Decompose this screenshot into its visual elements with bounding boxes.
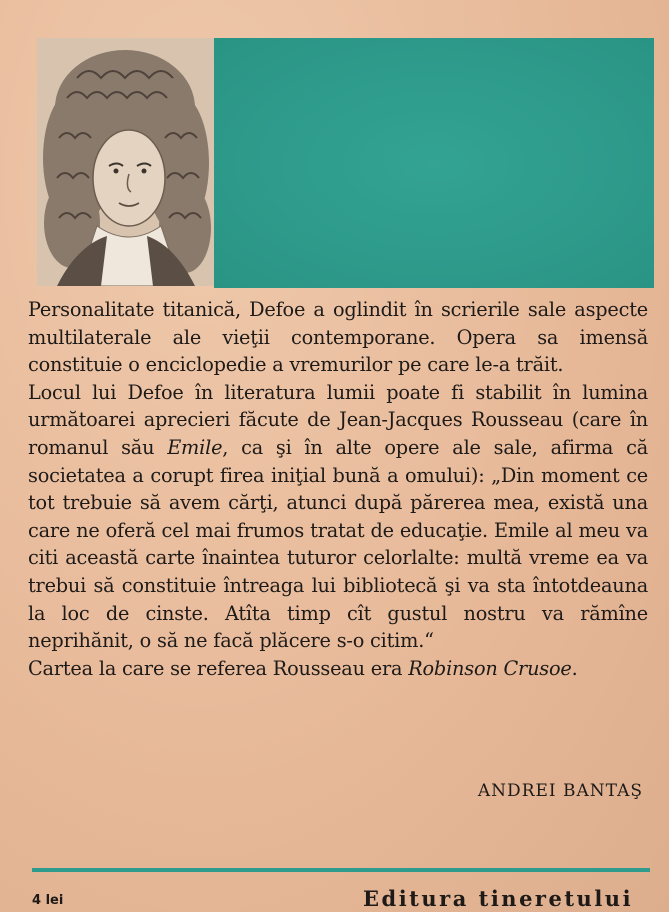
paragraph-1: Personalitate titanică, Defoe a oglindit în scrierile sale aspecte multilaterale ale vieţii contemporane. Opera sa imensă constituie o enciclopedie a vremurilor pe care le-a trăit. <box>28 298 648 377</box>
publisher-name: Editura tineretului <box>363 886 634 911</box>
teal-color-block <box>214 38 654 288</box>
author-signature: ANDREI BANTAŞ <box>477 781 643 801</box>
book-title-robinson: Robinson Crusoe <box>408 656 572 680</box>
footer-divider <box>32 868 650 872</box>
author-portrait <box>37 38 215 286</box>
paragraph-2: Locul lui Defoe în literatura lumii poate fi stabilit în lumina următoarei aprecieri făcute de Jean-Jacques Rousseau (care în romanul său Emile, ca şi în alte opere ale sale, afirma că societatea a corupt firea iniţial bună a omului): „Din moment ce tot trebuie să avem cărţi, atunci după părerea mea, există una care ne oferă cel mai frumos tratat de educaţie. Emile al meu va citi această carte înaintea tuturor celorlalte: multă vreme ea va trebui să constituie întreaga lui bibliotecă şi va sta întotdeauna la loc de cinste. Atîta timp cît gustul nostru va rămîne neprihănit, o să ne facă plăcere s-o citim.“ <box>28 380 648 653</box>
description-text <box>28 296 648 682</box>
paragraph-3: Cartea la care se referea Rousseau era Robinson Crusoe. <box>28 656 578 680</box>
book-title-emile: Emile <box>167 435 223 459</box>
price-label: 4 lei <box>32 893 64 908</box>
